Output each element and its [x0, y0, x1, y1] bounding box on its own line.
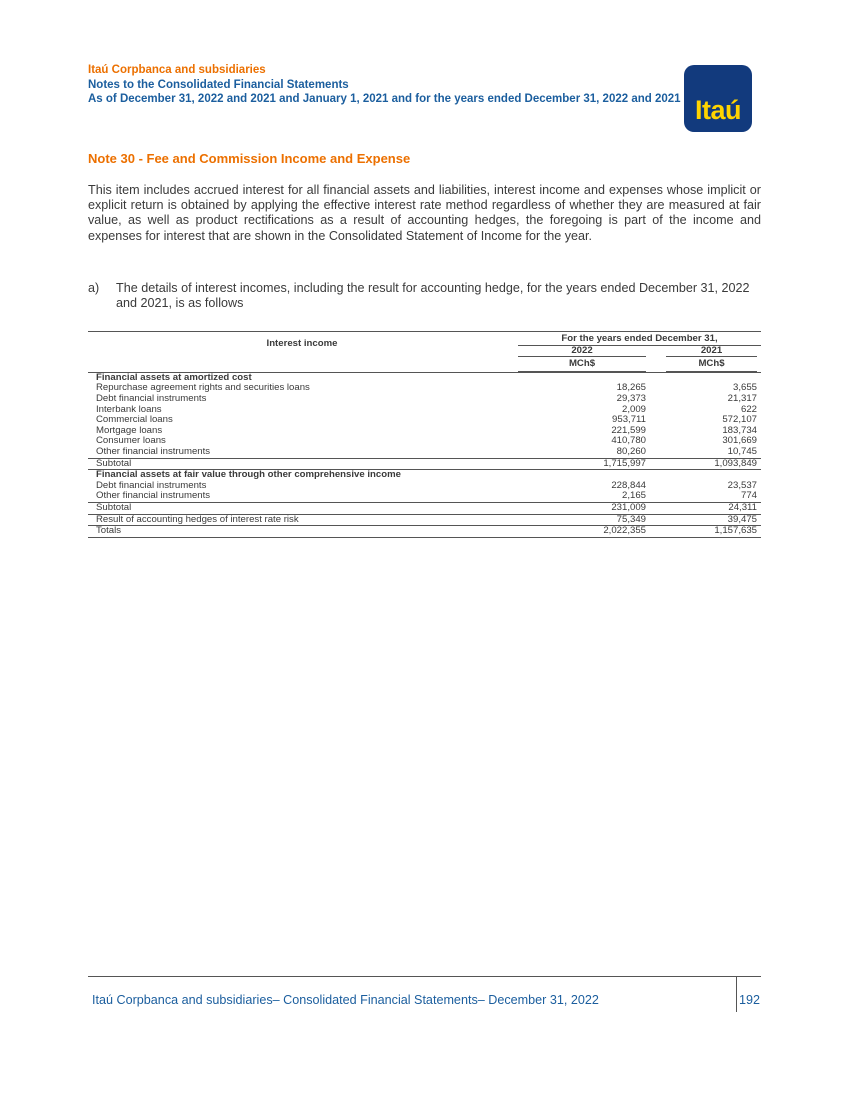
row-label: Commercial loans: [96, 414, 173, 426]
list-item-a-label: a): [88, 281, 100, 295]
subtotal-value-2021: 24,311: [656, 502, 761, 514]
row-value-2021: 3,655: [733, 382, 758, 394]
totals-row: [88, 526, 761, 538]
row-label: Consumer loans: [96, 435, 166, 447]
row-value-2022: 221,599: [611, 424, 646, 436]
page-header: [88, 63, 688, 107]
row-value-2021: 622: [741, 403, 758, 415]
header-company: Itaú Corpbanca and subsidiaries: [88, 64, 266, 76]
row-value-2022: 18,265: [616, 382, 646, 394]
subtotal-label: Subtotal: [88, 458, 516, 470]
row-value-2022: 2,165: [621, 490, 646, 502]
totals-value-2022: 2,022,355: [516, 526, 656, 538]
footer-divider: [88, 976, 761, 977]
section-title: Financial assets at amortized cost: [96, 371, 252, 383]
subtotal-value-2022: 1,715,997: [516, 458, 656, 470]
subtotal-value-2021: 1,093,849: [656, 458, 761, 470]
row-label: Interbank loans: [96, 403, 162, 415]
row-value-2022: 228,844: [611, 479, 646, 491]
footer-separator: [736, 977, 737, 1012]
itau-logo: [684, 65, 752, 132]
hedge-value-2022: 75,349: [616, 513, 646, 525]
hedge-label: Result of accounting hedges of interest rate risk: [96, 513, 299, 525]
row-label: Other financial instruments: [96, 445, 211, 457]
header-period: As of December 31, 2022 and 2021 and January 1, 2021 and for the years ended December 31, 2022 and 2021: [88, 93, 681, 105]
list-item-a: [88, 281, 761, 311]
table-row: [88, 394, 761, 405]
row-value-2021: 774: [741, 490, 758, 502]
subtotal-value-2022: 231,009: [516, 502, 656, 514]
table-row: [88, 447, 761, 458]
row-value-2022: 410,780: [611, 435, 646, 447]
hedge-row: [88, 514, 761, 526]
row-label: Other financial instruments: [96, 490, 211, 502]
totals-label: Totals: [88, 526, 516, 538]
row-value-2022: 2,009: [621, 403, 646, 415]
table-column-label: Interest income: [266, 338, 338, 350]
note-title: Note 30 - Fee and Commission Income and Expense: [88, 151, 411, 166]
footer-text: Itaú Corpbanca and subsidiaries– Consolidated Financial Statements– December 31, 2022: [92, 993, 599, 1007]
row-value-2022: 80,260: [616, 445, 646, 457]
table-group-header: For the years ended December 31,: [516, 332, 761, 346]
row-label: Repurchase agreement rights and securities loans: [96, 382, 310, 394]
section-title: Financial assets at fair value through other comprehensive income: [96, 469, 401, 481]
page-number: 192: [739, 993, 761, 1007]
header-notes-title: Notes to the Consolidated Financial Statements: [88, 78, 349, 91]
row-label: Mortgage loans: [96, 424, 163, 436]
year-header-2022: 2022: [516, 346, 656, 358]
row-value-2021: 572,107: [722, 414, 758, 426]
itau-logo-text: Itaú: [694, 95, 741, 125]
table-row: [88, 426, 761, 437]
note-paragraph: This item includes accrued interest for all financial assets and liabilities, interest income and expenses whose implicit or explicit return is obtained by applying the effective interest rate method regardless of whether they are measured at fair value, as well as product rectifications as a result of accounting hedges, the foregoing is part of the income and expenses for interest that are shown in the Consolidated Statement of Income for the year.: [88, 183, 761, 243]
row-value-2021: 23,537: [727, 479, 758, 491]
subtotal-label: Subtotal: [88, 502, 516, 514]
interest-income-table: [88, 331, 761, 538]
list-item-a-text: The details of interest incomes, including the result for accounting hedge, for the years ended December 31, 2022 and 2021, is as follows: [116, 281, 750, 311]
row-value-2021: 183,734: [722, 424, 758, 436]
row-value-2021: 10,745: [727, 445, 758, 457]
table-row: [88, 405, 761, 416]
row-value-2022: 953,711: [612, 414, 646, 426]
subtotal-row: [88, 502, 761, 514]
table-row: [88, 415, 761, 426]
table-unit-row: [88, 357, 761, 372]
row-value-2022: 29,373: [616, 392, 646, 404]
table-row: [88, 491, 761, 502]
row-value-2021: 21,317: [727, 392, 758, 404]
row-label: Debt financial instruments: [96, 392, 207, 404]
unit-header-2022: MCh$: [516, 357, 656, 372]
year-header-2021: 2021: [656, 346, 761, 358]
subtotal-row: [88, 458, 761, 470]
unit-header-2021: MCh$: [656, 357, 761, 372]
hedge-value-2021: 39,475: [727, 513, 758, 525]
totals-value-2021: 1,157,635: [656, 526, 761, 538]
row-value-2021: 301,669: [722, 435, 758, 447]
table-header-row: [88, 332, 761, 346]
row-label: Debt financial instruments: [96, 479, 207, 491]
